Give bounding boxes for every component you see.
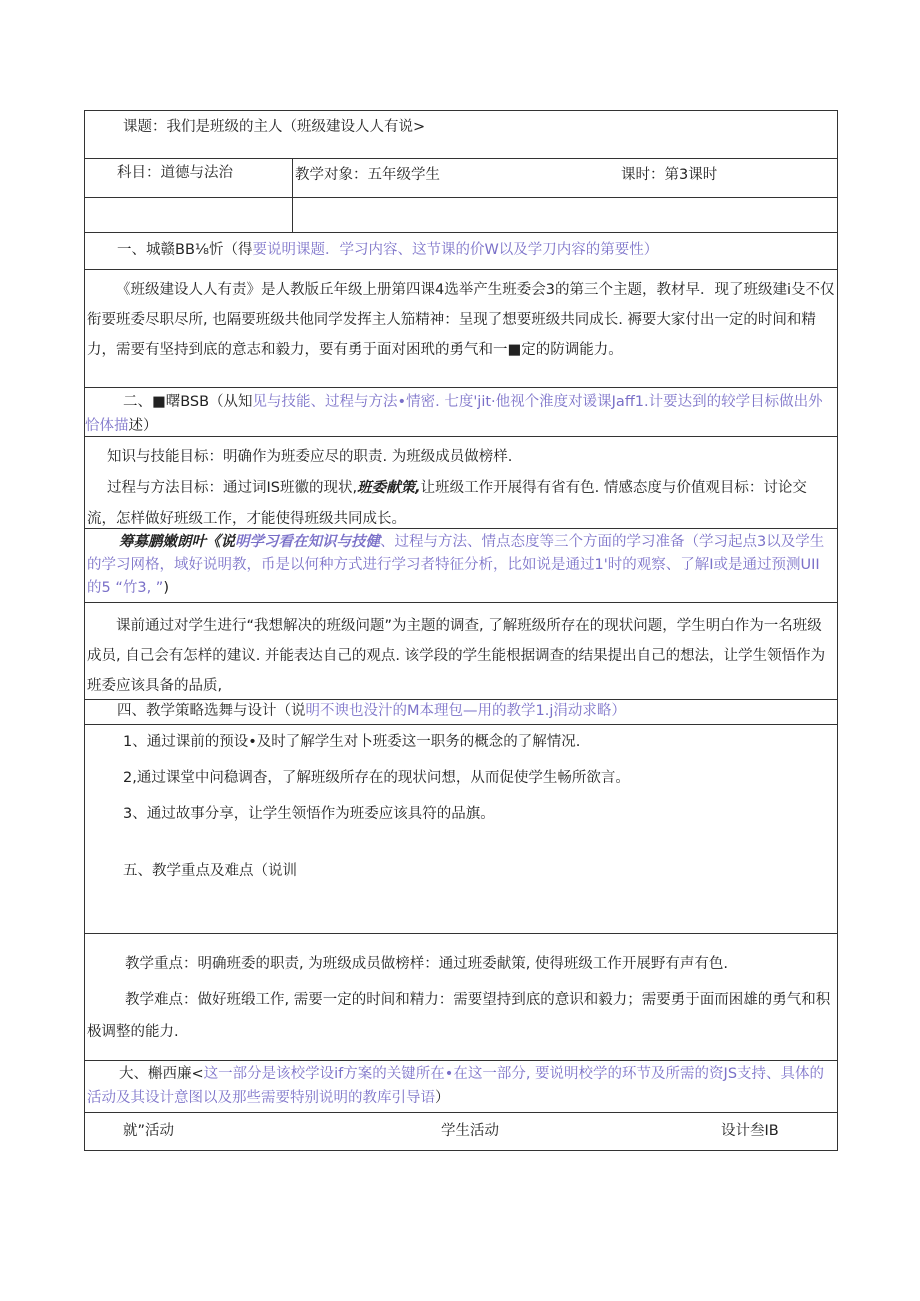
student-activity-header: 学生活动 bbox=[441, 1123, 499, 1139]
section4-body bbox=[85, 725, 837, 934]
section2-body bbox=[85, 437, 837, 529]
section5-head: 五、教学重点及难点（说训 bbox=[123, 863, 297, 879]
subject-label: 科目：道德与法治 bbox=[117, 165, 233, 181]
info-row bbox=[85, 159, 837, 198]
design-intent-header: 设计叁IB bbox=[721, 1123, 779, 1139]
strategy-item-2: 2,通过课堂中问稳调杳，了解班级所存在的现状问想，从而促使学生畅所欲言。 bbox=[123, 770, 630, 786]
process-goal-b: 班委献策, bbox=[357, 480, 421, 496]
section6-head-purple: 这一部分是该校学设if方案的关键所在•在这一部分, 要说明校学的环节及所需的资JS支持、具体的活动及其设计意图以及那些需要特别说明的教库引导语 bbox=[87, 1066, 825, 1106]
process-goal bbox=[87, 473, 833, 535]
section1-head-black: 一、城赣BB⅛忻（得 bbox=[117, 242, 253, 258]
title-row bbox=[85, 111, 837, 159]
section1-head-purple: 要说明课题．学习内容、这节课的价W以及学刀内容的第要性） bbox=[252, 242, 659, 258]
section1-header bbox=[85, 233, 837, 270]
period-label: 课时：第3课时 bbox=[621, 167, 718, 183]
section4-head-purple: 明不谀也没汁的M本理包—用的教学1.j涓动求略） bbox=[305, 703, 626, 719]
section2-head-black: 二、■曙BSB（从知 bbox=[123, 394, 253, 410]
blank-row bbox=[85, 198, 837, 233]
activity-header-row bbox=[85, 1113, 837, 1150]
key-point: 教学重点：明确班委的职责, 为班级成员做榜样：通过班委献策, 使得班级工作开展野有声有色. bbox=[125, 956, 729, 972]
section4-header bbox=[85, 700, 837, 725]
strategy-item-3: 3、通过故事分享，让学生领悟作为班委应该具符的品旗。 bbox=[123, 806, 495, 822]
knowledge-goal: 知识与技能目标：明确作为班委应尽的职责. 为班级成员做榜样. bbox=[107, 449, 513, 465]
section6-header bbox=[85, 1061, 837, 1113]
strategy-item-1: 1、通过课前的预设•及时了解学生对卜班委这一职务的概念的了解情况. bbox=[123, 734, 581, 750]
teacher-activity-header: 就”活动 bbox=[123, 1123, 175, 1139]
process-goal-c: 让班级工作开展得有省有色. 情感态度与价值观目标：讨论交流，怎样做好班级工作，才能使得班级共同成长。 bbox=[87, 480, 807, 527]
info-divider bbox=[292, 159, 293, 197]
section3-head-purple: 、过程与方法、情点态度等三个方面的学习准备（学习起点3以及学生的学习网格，域好说明教，币是以何种方式进行学习者特征分析，比如说是通过1'时的观察、了解I或是通过预测UII的5 “竹3, ” bbox=[87, 534, 825, 596]
section4-head-black: 四、教学策略选舞与设计（说 bbox=[117, 703, 306, 719]
section3-head-purple-bi: 明学习看在知识与技健 bbox=[235, 534, 380, 550]
section3-body bbox=[85, 603, 837, 700]
section3-header bbox=[85, 529, 837, 603]
section5-body bbox=[85, 934, 837, 1061]
lesson-title: 课题：我们是班级的主人（班级建设人人有说> bbox=[123, 119, 426, 135]
section6-head-tail: ） bbox=[435, 1090, 450, 1106]
section2-head-tail: 述） bbox=[128, 418, 158, 434]
section2-header bbox=[85, 388, 837, 437]
section3-head-tail: ) bbox=[163, 580, 169, 596]
section6-head-black: 大、槲西廉< bbox=[119, 1066, 204, 1082]
section3-head-bi: 筹募鹏嫩朗叶《说 bbox=[119, 534, 235, 550]
section1-body bbox=[85, 270, 837, 388]
blank-divider bbox=[292, 198, 293, 232]
section1-text: 《班级建设人人有责》是人教版丘年级上册第四课4选举产生班委会3的第三个主题，教材早．现了班级建i殳不仅衔要班委尽职尽所, 也隔要班级共他同学发挥主人笳精神：呈现了想要班级共同成长. 褥要大家付出一定的时间和精力，需要有坚持到底的意志和毅力，要有勇于面对困玳的勇气和一■定的防调能力。 bbox=[87, 282, 835, 358]
section3-text: 课前通过对学生进行“我想解决的班级问题”为主题的调查, 了解班级所存在的现状问题，学生明白作为一名班级成员, 自己会有怎样的建议. 并能表达自己的观点. 该学段的学生能根据调查的结果提出自己的想法，让学生领悟作为班委应该具备的品质, bbox=[87, 618, 826, 694]
hard-point: 教学难点：做好班缎工作, 需要一定的时间和精力：需要望持到底的意识和毅力；需要勇于面而困雄的勇气和积极调整的能力. bbox=[87, 992, 831, 1040]
process-goal-a: 过程与方法目标：通过词IS班徽的现状, bbox=[107, 480, 358, 496]
section2-head-purple: 见与技能、过程与方法•情密. 七度'jit·他视个淮度对谖课Jaff1.计要达到的较学目标做出外恰体描 bbox=[85, 394, 823, 434]
lesson-plan-table bbox=[84, 110, 838, 1151]
audience-label: 教学对象：五年级学生 bbox=[295, 167, 440, 183]
